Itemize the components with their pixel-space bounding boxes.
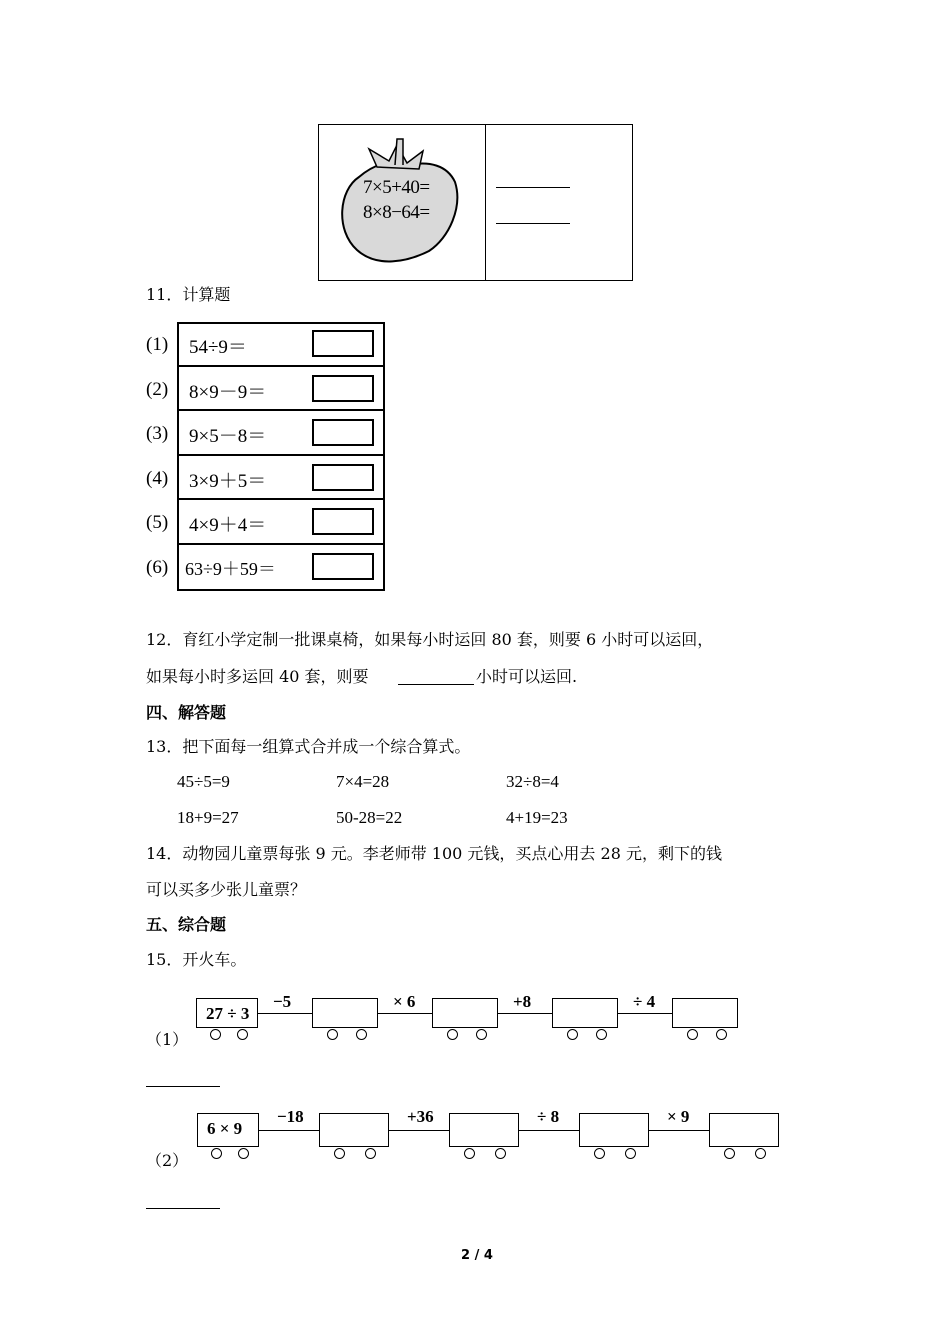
calc-answer-box[interactable] bbox=[312, 375, 374, 402]
train-wheel bbox=[464, 1148, 475, 1159]
calc-row-number: (5) bbox=[146, 512, 169, 533]
train-operator: +8 bbox=[513, 992, 532, 1011]
calc-expression: 8×9－9＝ bbox=[189, 381, 267, 403]
answer-blank-2[interactable] bbox=[496, 223, 570, 224]
train-coupling bbox=[618, 1013, 672, 1014]
q12-line1: 12．育红小学定制一批课桌椅，如果每小时运回 80 套，则要 6 小时可以运回， bbox=[146, 630, 714, 649]
train-wheel bbox=[495, 1148, 506, 1159]
train-wheel bbox=[594, 1148, 605, 1159]
train-wheel bbox=[237, 1029, 248, 1040]
train-coupling bbox=[519, 1130, 579, 1131]
calc-answer-box[interactable] bbox=[312, 464, 374, 491]
train-coupling bbox=[389, 1130, 449, 1131]
q13-eq-4: 18+9=27 bbox=[177, 808, 239, 827]
train-wheel bbox=[447, 1029, 458, 1040]
calc-row bbox=[177, 545, 385, 590]
q15-title: 15．开火车。 bbox=[146, 950, 247, 969]
train-wagon[interactable] bbox=[672, 998, 738, 1028]
q13-eq-6: 4+19=23 bbox=[506, 808, 568, 827]
train-wheel bbox=[596, 1029, 607, 1040]
calc-row bbox=[177, 411, 385, 456]
calc-row bbox=[177, 322, 385, 367]
train-wheel bbox=[238, 1148, 249, 1159]
calc-expression: 54÷9＝ bbox=[189, 337, 247, 358]
train-wheel bbox=[687, 1029, 698, 1040]
q13-eq-5: 50-28=22 bbox=[336, 808, 403, 827]
train-wagon[interactable] bbox=[432, 998, 498, 1028]
train-wagon[interactable] bbox=[319, 1113, 389, 1147]
calc-expression: 63÷9＋59＝ bbox=[185, 558, 276, 579]
train-coupling bbox=[259, 1130, 319, 1131]
calc-row bbox=[177, 500, 385, 545]
calc-answer-box[interactable] bbox=[312, 330, 374, 357]
calc-expression: 9×5－8＝ bbox=[189, 426, 267, 447]
calc-row-number: (6) bbox=[146, 556, 169, 578]
train-start-expression: 6 × 9 bbox=[207, 1119, 243, 1138]
calc-row bbox=[177, 367, 385, 412]
calc-row-number: (3) bbox=[146, 423, 169, 444]
q14-line2: 可以买多少张儿童票？ bbox=[146, 880, 307, 899]
train2-label: （2） bbox=[146, 1151, 189, 1170]
strawberry-eq2: 8×8−64= bbox=[363, 202, 430, 223]
train-operator: −5 bbox=[273, 992, 292, 1011]
section4-title: 四、解答题 bbox=[146, 703, 227, 722]
calc-row-number: (2) bbox=[146, 378, 169, 400]
train-wagon[interactable] bbox=[449, 1113, 519, 1147]
train-operator: −18 bbox=[277, 1107, 304, 1126]
calc-row-number: (1) bbox=[146, 334, 169, 355]
train-operator: +36 bbox=[407, 1107, 434, 1126]
q13-eq-1: 45÷5=9 bbox=[177, 772, 230, 791]
train-wheel bbox=[327, 1029, 338, 1040]
train-wheel bbox=[755, 1148, 766, 1159]
train-wagon[interactable] bbox=[709, 1113, 779, 1147]
train2-answer-blank[interactable] bbox=[146, 1208, 220, 1209]
table-divider bbox=[485, 125, 486, 280]
train-coupling bbox=[378, 1013, 432, 1014]
q12-line2b: 小时可以运回. bbox=[476, 667, 578, 686]
calc-expression: 4×9＋4＝ bbox=[189, 515, 267, 536]
section5-title: 五、综合题 bbox=[146, 915, 227, 934]
calc-answer-box[interactable] bbox=[312, 553, 374, 580]
q12-answer-blank[interactable] bbox=[398, 684, 474, 685]
strawberry-eq1: 7×5+40= bbox=[363, 177, 430, 198]
train-wheel bbox=[625, 1148, 636, 1159]
calc-row bbox=[177, 456, 385, 501]
strawberry-table bbox=[318, 124, 633, 281]
train-wheel bbox=[716, 1029, 727, 1040]
train-wheel bbox=[356, 1029, 367, 1040]
calc-expression: 3×9＋5＝ bbox=[189, 470, 267, 492]
train-wagon[interactable] bbox=[312, 998, 378, 1028]
page-number: 2 / 4 bbox=[461, 1248, 493, 1263]
q13-eq-2: 7×4=28 bbox=[336, 772, 390, 791]
calc-row-number: (4) bbox=[146, 467, 169, 489]
train-wagon[interactable] bbox=[579, 1113, 649, 1147]
q11-title: 11．计算题 bbox=[146, 285, 231, 304]
answer-blank-1[interactable] bbox=[496, 187, 570, 188]
train-wheel bbox=[724, 1148, 735, 1159]
train-wheel bbox=[334, 1148, 345, 1159]
q14-line1: 14．动物园儿童票每张 9 元。李老师带 100 元钱，买点心用去 28 元，剩下的钱 bbox=[146, 844, 722, 863]
train-coupling bbox=[649, 1130, 709, 1131]
train-operator: × 9 bbox=[667, 1107, 690, 1126]
train1-answer-blank[interactable] bbox=[146, 1086, 220, 1087]
q12-line2a: 如果每小时多运回 40 套，则要 bbox=[146, 667, 369, 686]
train-wagon[interactable] bbox=[552, 998, 618, 1028]
q13-title: 13．把下面每一组算式合并成一个综合算式。 bbox=[146, 737, 471, 756]
train-wheel bbox=[365, 1148, 376, 1159]
train-coupling bbox=[498, 1013, 552, 1014]
calc-answer-box[interactable] bbox=[312, 419, 374, 446]
train-operator: ÷ 8 bbox=[537, 1107, 560, 1126]
train-wheel bbox=[567, 1029, 578, 1040]
train-operator: × 6 bbox=[393, 992, 416, 1011]
train-wheel bbox=[476, 1029, 487, 1040]
train-operator: ÷ 4 bbox=[633, 992, 656, 1011]
calc-answer-box[interactable] bbox=[312, 508, 374, 535]
train1-label: （1） bbox=[146, 1030, 189, 1049]
q13-eq-3: 32÷8=4 bbox=[506, 772, 559, 791]
train-wheel bbox=[210, 1029, 221, 1040]
train-wheel bbox=[211, 1148, 222, 1159]
train-start-expression: 27 ÷ 3 bbox=[206, 1004, 250, 1023]
train-coupling bbox=[258, 1013, 312, 1014]
